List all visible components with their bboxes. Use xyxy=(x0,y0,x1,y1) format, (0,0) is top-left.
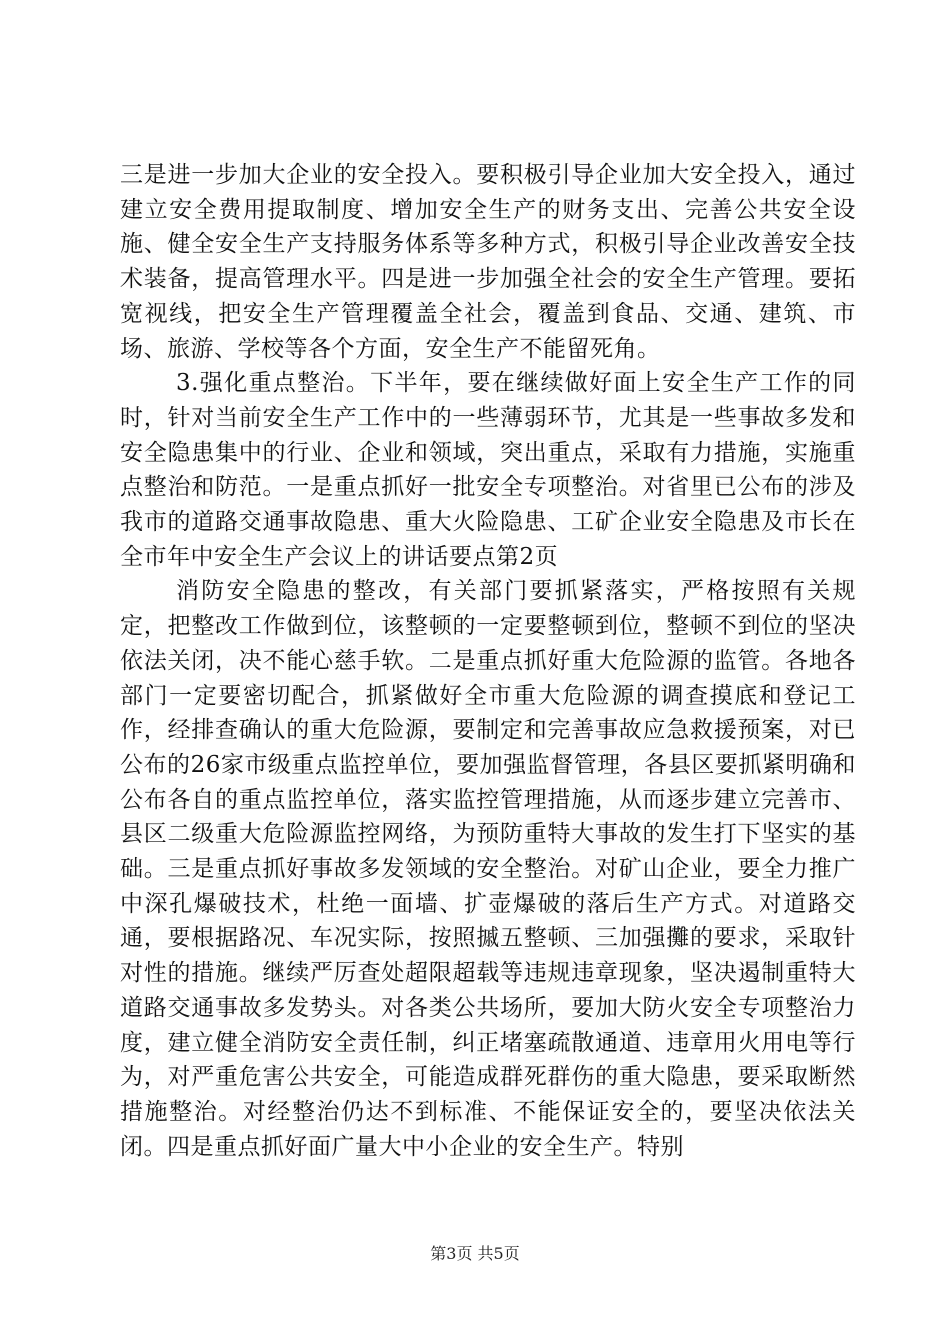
paragraph-1: 三是进一步加大企业的安全投入。要积极引导企业加大安全投入，通过建立安全费用提取制度、增加安全生产的财务支出、完善公共安全设施、健全安全生产支持服务体系等多种方式，积极引导企业改善安全技术装备，提高管理水平。四是进一步加强全社会的安全生产管理。要拓宽视线，把安全生产管理覆盖全社会，覆盖到食品、交通、建筑、市场、旅游、学校等各个方面，安全生产不能留死角。 xyxy=(120,162,856,362)
page-footer: 第3页 共5页 xyxy=(430,1244,520,1263)
paragraph-3: 消防安全隐患的整改，有关部门要抓紧落实，严格按照有关规定，把整改工作做到位，该整顿的一定要整顿到位，整顿不到位的坚决依法关闭，决不能心慈手软。二是重点抓好重大危险源的监管。各地各部门一定要密切配合，抓紧做好全市重大危险源的调查摸底和登记工作，经排查确认的重大危险源，要制定和完善事故应急救援预案，对已公布的26家市级重点监控单位，要加强监督管理，各县区要抓紧明确和公布各自的重点监控单位，落实监控管理措施，从而逐步建立完善市、县区二级重大危险源监控网络，为预防重特大事故的发生打下坚实的基础。三是重点抓好事故多发领域的安全整治。对矿山企业，要全力推广中深孔爆破技术，杜绝一面墙、扩壶爆破的落后生产方式。对道路交通，要根据路况、车况实际，按照摵五整顿、三加强攤的要求，采取针对性的措施。继续严厉查处超限超载等违规违章现象，坚决遏制重特大道路交通事故多发势头。对各类公共场所，要加大防火安全专项整治力度，建立健全消防安全责任制，纠正堵塞疏散通道、违章用火用电等行为，对严重危害公共安全，可能造成群死群伤的重大隐患，要采取断然措施整治。对经整治仍达不到标准、不能保证安全的，要坚决依法关闭。四是重点抓好面广量大中小企业的安全生产。特别 xyxy=(120,578,856,1160)
document-body xyxy=(120,158,856,1164)
paragraph-2: 3.强化重点整治。下半年，要在继续做好面上安全生产工作的同时，针对当前安全生产工作中的一些薄弱环节，尤其是一些事故多发和安全隐患集中的行业、企业和领域，突出重点，采取有力措施，实施重点整治和防范。一是重点抓好一批安全专项整治。对省里已公布的涉及我市的道路交通事故隐患、重大火险隐患、工矿企业安全隐患及市长在全市年中安全生产会议上的讲话要点第2页 xyxy=(120,370,856,570)
